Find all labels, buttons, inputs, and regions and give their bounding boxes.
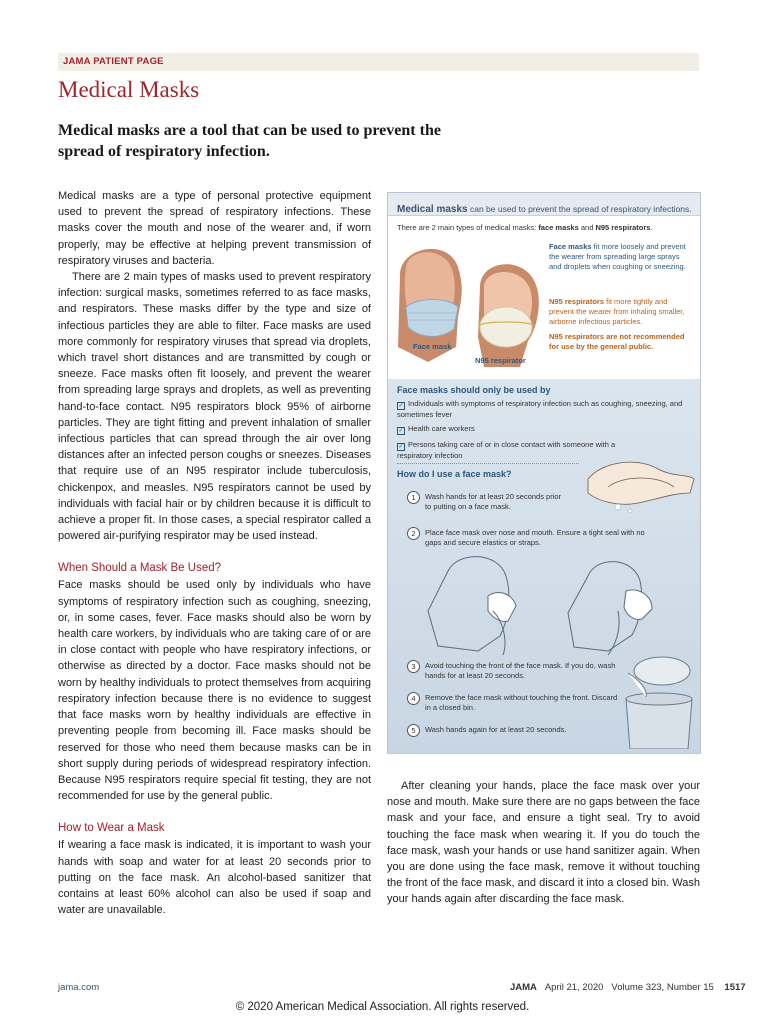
- step-number: 2: [407, 527, 420, 540]
- section-heading-how: How to Wear a Mask: [58, 822, 165, 835]
- step-text: Place face mask over nose and mouth. Ensure a tight seal with no gaps and secure elastics or straps.: [425, 528, 645, 547]
- copyright: © 2020 American Medical Association. All rights reserved.: [235, 1001, 530, 1013]
- right-column: [387, 778, 700, 908]
- step-number: 3: [407, 660, 420, 673]
- only-item: ✓ Individuals with symptoms of respiratory infection such as coughing, sneezing, and sometimes fever: [397, 399, 683, 419]
- face-mask-desc: Face masks fit more loosely and prevent the wearer from spreading large sprays and droplets when coughing or sneezing.: [549, 242, 686, 271]
- page-title: Medical Masks: [58, 77, 200, 102]
- only-item: ✓ Persons taking care of or in close contact with someone with a respiratory infection: [397, 440, 616, 460]
- step-text: Avoid touching the front of the face mask. If you do, wash hands for at least 20 seconds.: [425, 661, 616, 680]
- footer-issue: April 21, 2020 Volume 323, Number 15: [544, 982, 714, 993]
- left-column: [58, 188, 371, 918]
- step-text: Remove the face mask without touching the front. Discard in a closed bin.: [425, 693, 618, 712]
- paragraph: After cleaning your hands, place the face mask over your nose and mouth. Make sure there are no gaps between the face mask and your face, and ensure a tight seal. Try to avoid touching the face mask when wearing it. If you do touch the face mask, wash your hands or use hand sanitizer again. When you are done using the face mask, remove it without touching the front of the face mask, and discard it into a closed bin. Wash your hands again after discarding the face mask.: [387, 780, 700, 906]
- n95-desc: N95 respirators fit more tightly and prevent the wearer from inhaling smaller, airborne infectious particles.: [549, 297, 685, 326]
- n95-warning: N95 respirators are not recommended for use by the general public.: [549, 332, 685, 351]
- paragraph: Medical masks are a type of personal protective equipment used to prevent the spread of respiratory infections. These masks cover the mouth and nose of the wearer and, if worn properly, may be effective at helping prevent transmission of respiratory viruses and bacteria.: [58, 190, 371, 267]
- divider: [397, 463, 579, 464]
- step-text: Wash hands again for at least 20 seconds.: [425, 725, 567, 734]
- label-face-mask: Face mask: [413, 342, 452, 351]
- checkbox-icon: ✓: [398, 403, 404, 409]
- section-bar: [58, 53, 699, 71]
- only-used-by-heading: Face masks should only be used by: [397, 385, 551, 395]
- figure-title-bold: Medical masks: [397, 204, 468, 215]
- closed-bin-illustration: [618, 649, 698, 749]
- paragraph: If wearing a face mask is indicated, it is important to wash your hands with soap and water for at least 20 seconds prior to putting on the face mask. An alcohol-based sanitizer that contains at least 60% alcohol can also be used if soap and water are unavailable.: [58, 839, 371, 917]
- how-use-heading: How do I use a face mask?: [397, 469, 512, 479]
- step-number: 1: [407, 491, 420, 504]
- mask-placement-illustration: [408, 551, 688, 656]
- label-n95: N95 respirator: [475, 356, 526, 365]
- footer-site-link[interactable]: jama.com: [58, 982, 100, 993]
- footer-journal: JAMA: [510, 982, 537, 993]
- figure-lower-panel: [388, 379, 700, 753]
- hands-washing-illustration: [578, 449, 696, 519]
- figure-medical-masks: [387, 192, 701, 754]
- figure-header: [388, 193, 700, 216]
- checkbox-icon: ✓: [398, 444, 404, 450]
- step-number: 5: [407, 724, 420, 737]
- section-heading-when: When Should a Mask Be Used?: [58, 562, 222, 575]
- checkbox-icon: ✓: [398, 428, 404, 434]
- only-item: ✓ Health care workers: [398, 424, 475, 434]
- figure-title-rest: can be used to prevent the spread of respiratory infections.: [467, 204, 692, 214]
- types-line: There are 2 main types of medical masks: face masks and N95 respirators.: [397, 223, 653, 232]
- paragraph: There are 2 main types of masks used to prevent respiratory infection: surgical masks, sometimes referred to as face masks, and respirators. These masks differ by the type and size of infectious particles they are able to filter. Face masks are used more commonly for respiratory viruses that spread via droplets, which travel short distances and are transmitted by cough or sneeze. Face masks often fit loosely, and prevent the wearer from spreading large sprays and droplets, as well as preventing hand-to-face contact. N95 respirators block 95% of airborne particles. They are tight fitting and prevent inhalation of smaller infectious particles that can spread through the air over long distances after an infected person coughs or sneezes. Diseases that require use of an N95 respirator include tuberculosis, chickenpox, and measles. N95 respirators cannot be used by individuals with facial hair or by children because it is difficult to achieve a proper fit. In those cases, a special respirator called a powered air-purifying respirator may be used instead.: [58, 271, 371, 543]
- deck: Medical masks are a tool that can be used to prevent the spread of respiratory infection.: [58, 122, 441, 160]
- step-number: 4: [407, 692, 420, 705]
- section-label: JAMA PATIENT PAGE: [63, 56, 164, 67]
- paragraph: Face masks should be used only by individuals who have symptoms of respiratory infection such as coughing, sneezing, or, in some cases, fever. Face masks should also be worn by health care workers, by individuals who are taking care of or are in close contact with people who have respiratory infections, or otherwise as directed by a doctor. Face masks should not be worn by healthy individuals to protect themselves from acquiring respiratory infection because there is no evidence to suggest that face masks worn by healthy individuals are effective in preventing people from becoming ill. Face masks should be reserved for those who need them because masks can be in short supply during periods of widespread respiratory infection. Because N95 respirators require special fit testing, they are not recommended for use by the general public.: [58, 579, 371, 803]
- step-text: Wash hands for at least 20 seconds prior to putting on a face mask.: [425, 492, 562, 511]
- footer-citation: [510, 982, 746, 993]
- footer-page: 1517: [724, 982, 746, 993]
